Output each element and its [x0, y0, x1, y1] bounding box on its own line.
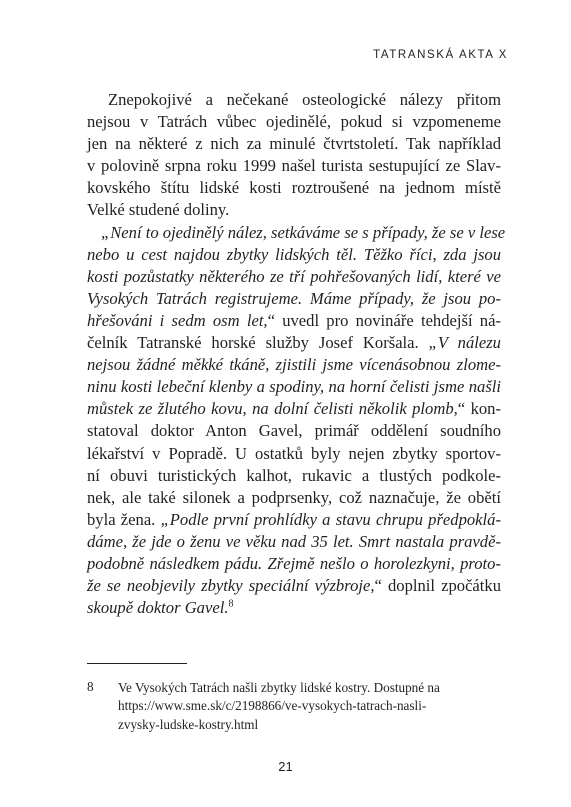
quote-text: „Není to ojedinělý nález, setkáváme se s případy, že se v lese	[101, 222, 506, 242]
page-number: 21	[278, 759, 293, 774]
text-line: Velké studené doliny.	[87, 200, 230, 220]
footnote-text	[118, 679, 498, 734]
text-line: lékařství v Popradě. U ostatků byly nejen zbytky sportov-	[87, 443, 501, 463]
text-line: kovského štítu lidské kosti roztroušené na jednom místě	[87, 178, 501, 198]
footnote-divider	[87, 663, 187, 664]
quote-text: hřešováni i sedm osm let,	[87, 310, 268, 330]
body-text	[87, 89, 506, 619]
footnote-url: https://www.sme.sk/c/2198866/ve-vysokych-tatrach-nasli-	[118, 698, 427, 714]
running-header: TATRANSKÁ AKTA X	[373, 49, 508, 61]
text-line	[87, 376, 501, 398]
text-line: nek, ale také silonek a podprsenky, což naznačuje, že obětí	[87, 487, 501, 507]
quote-text: „V nálezu	[428, 333, 501, 353]
narration-text: byla žena.	[87, 509, 161, 529]
text-line: jen na některé z nich za minulé čtvrtstoletí. Tak například	[87, 134, 501, 154]
text-line	[87, 288, 501, 310]
narration-text: čelník Tatranské horské služby Josef Koršala.	[87, 333, 429, 353]
footnote-reference: 8	[228, 598, 234, 610]
quote-text: dáme, že jde o ženu ve věku nad 35 let. Smrt nastala pravdě-	[87, 531, 501, 551]
text-line	[87, 509, 501, 531]
text-line	[87, 310, 501, 332]
footnote-number: 8	[87, 679, 94, 694]
quote-text: kosti pozůstatky některého ze tří pohřešovaných lidí, které ve	[87, 266, 501, 286]
narration-text: “ doplnil zpočátku	[374, 576, 501, 596]
text-line	[87, 332, 501, 354]
narration-text: “ kon-	[457, 399, 501, 419]
quote-text: můstek ze žlutého kovu, na dolní čelisti několik plomb,	[87, 399, 458, 419]
footnote-line: Ve Vysokých Tatrách našli zbytky lidské kostry. Dostupné na	[118, 680, 440, 695]
quote-text: „Podle první prohlídky a stavu chrupu předpoklá-	[160, 509, 501, 529]
quote-text: skoupě doktor Gavel.	[87, 598, 229, 618]
text-line	[87, 575, 501, 597]
text-line	[87, 244, 501, 266]
narration-text: “ uvedl pro novináře tehdejší ná-	[267, 310, 501, 330]
text-line	[87, 354, 501, 376]
text-line: ní obuvi turistických kalhot, rukavic a tlustých podkole-	[87, 465, 501, 485]
text-line	[87, 222, 506, 244]
text-line: nejsou v Tatrách vůbec ojedinělé, pokud si vzpomeneme	[87, 112, 501, 132]
quote-text: že se neobjevily zbytky speciální výzbroje,	[87, 576, 375, 596]
text-line: v polovině srpna roku 1999 našel turista sestupující ze Slav-	[87, 156, 501, 176]
text-line: statoval doktor Anton Gavel, primář oddělení soudního	[87, 421, 501, 441]
quote-text: Vysokých Tatrách registrujeme. Máme případy, že jsou po-	[87, 288, 501, 308]
quote-text: nejsou žádné měkké tkáně, zjistili jsme vícenásobnou zlome-	[87, 355, 501, 375]
text-line	[87, 531, 501, 553]
text-line	[87, 597, 501, 619]
text-line	[87, 553, 501, 575]
quote-text: ninu kosti lebeční klenby a spodiny, na horní čelisti jsme našli	[87, 377, 501, 397]
text-line	[87, 266, 501, 288]
quote-text: nebo u cest najdou zbytky lidských těl. Těžko říci, zda jsou	[87, 244, 501, 264]
text-line	[87, 398, 501, 420]
quote-text: podobně následkem pádu. Zřejmě nešlo o horolezkyni, proto-	[87, 553, 501, 573]
text-line: Znepokojivé a nečekané osteologické nálezy přitom	[108, 90, 501, 109]
footnote-url: zvysky-ludske-kostry.html	[118, 716, 259, 732]
